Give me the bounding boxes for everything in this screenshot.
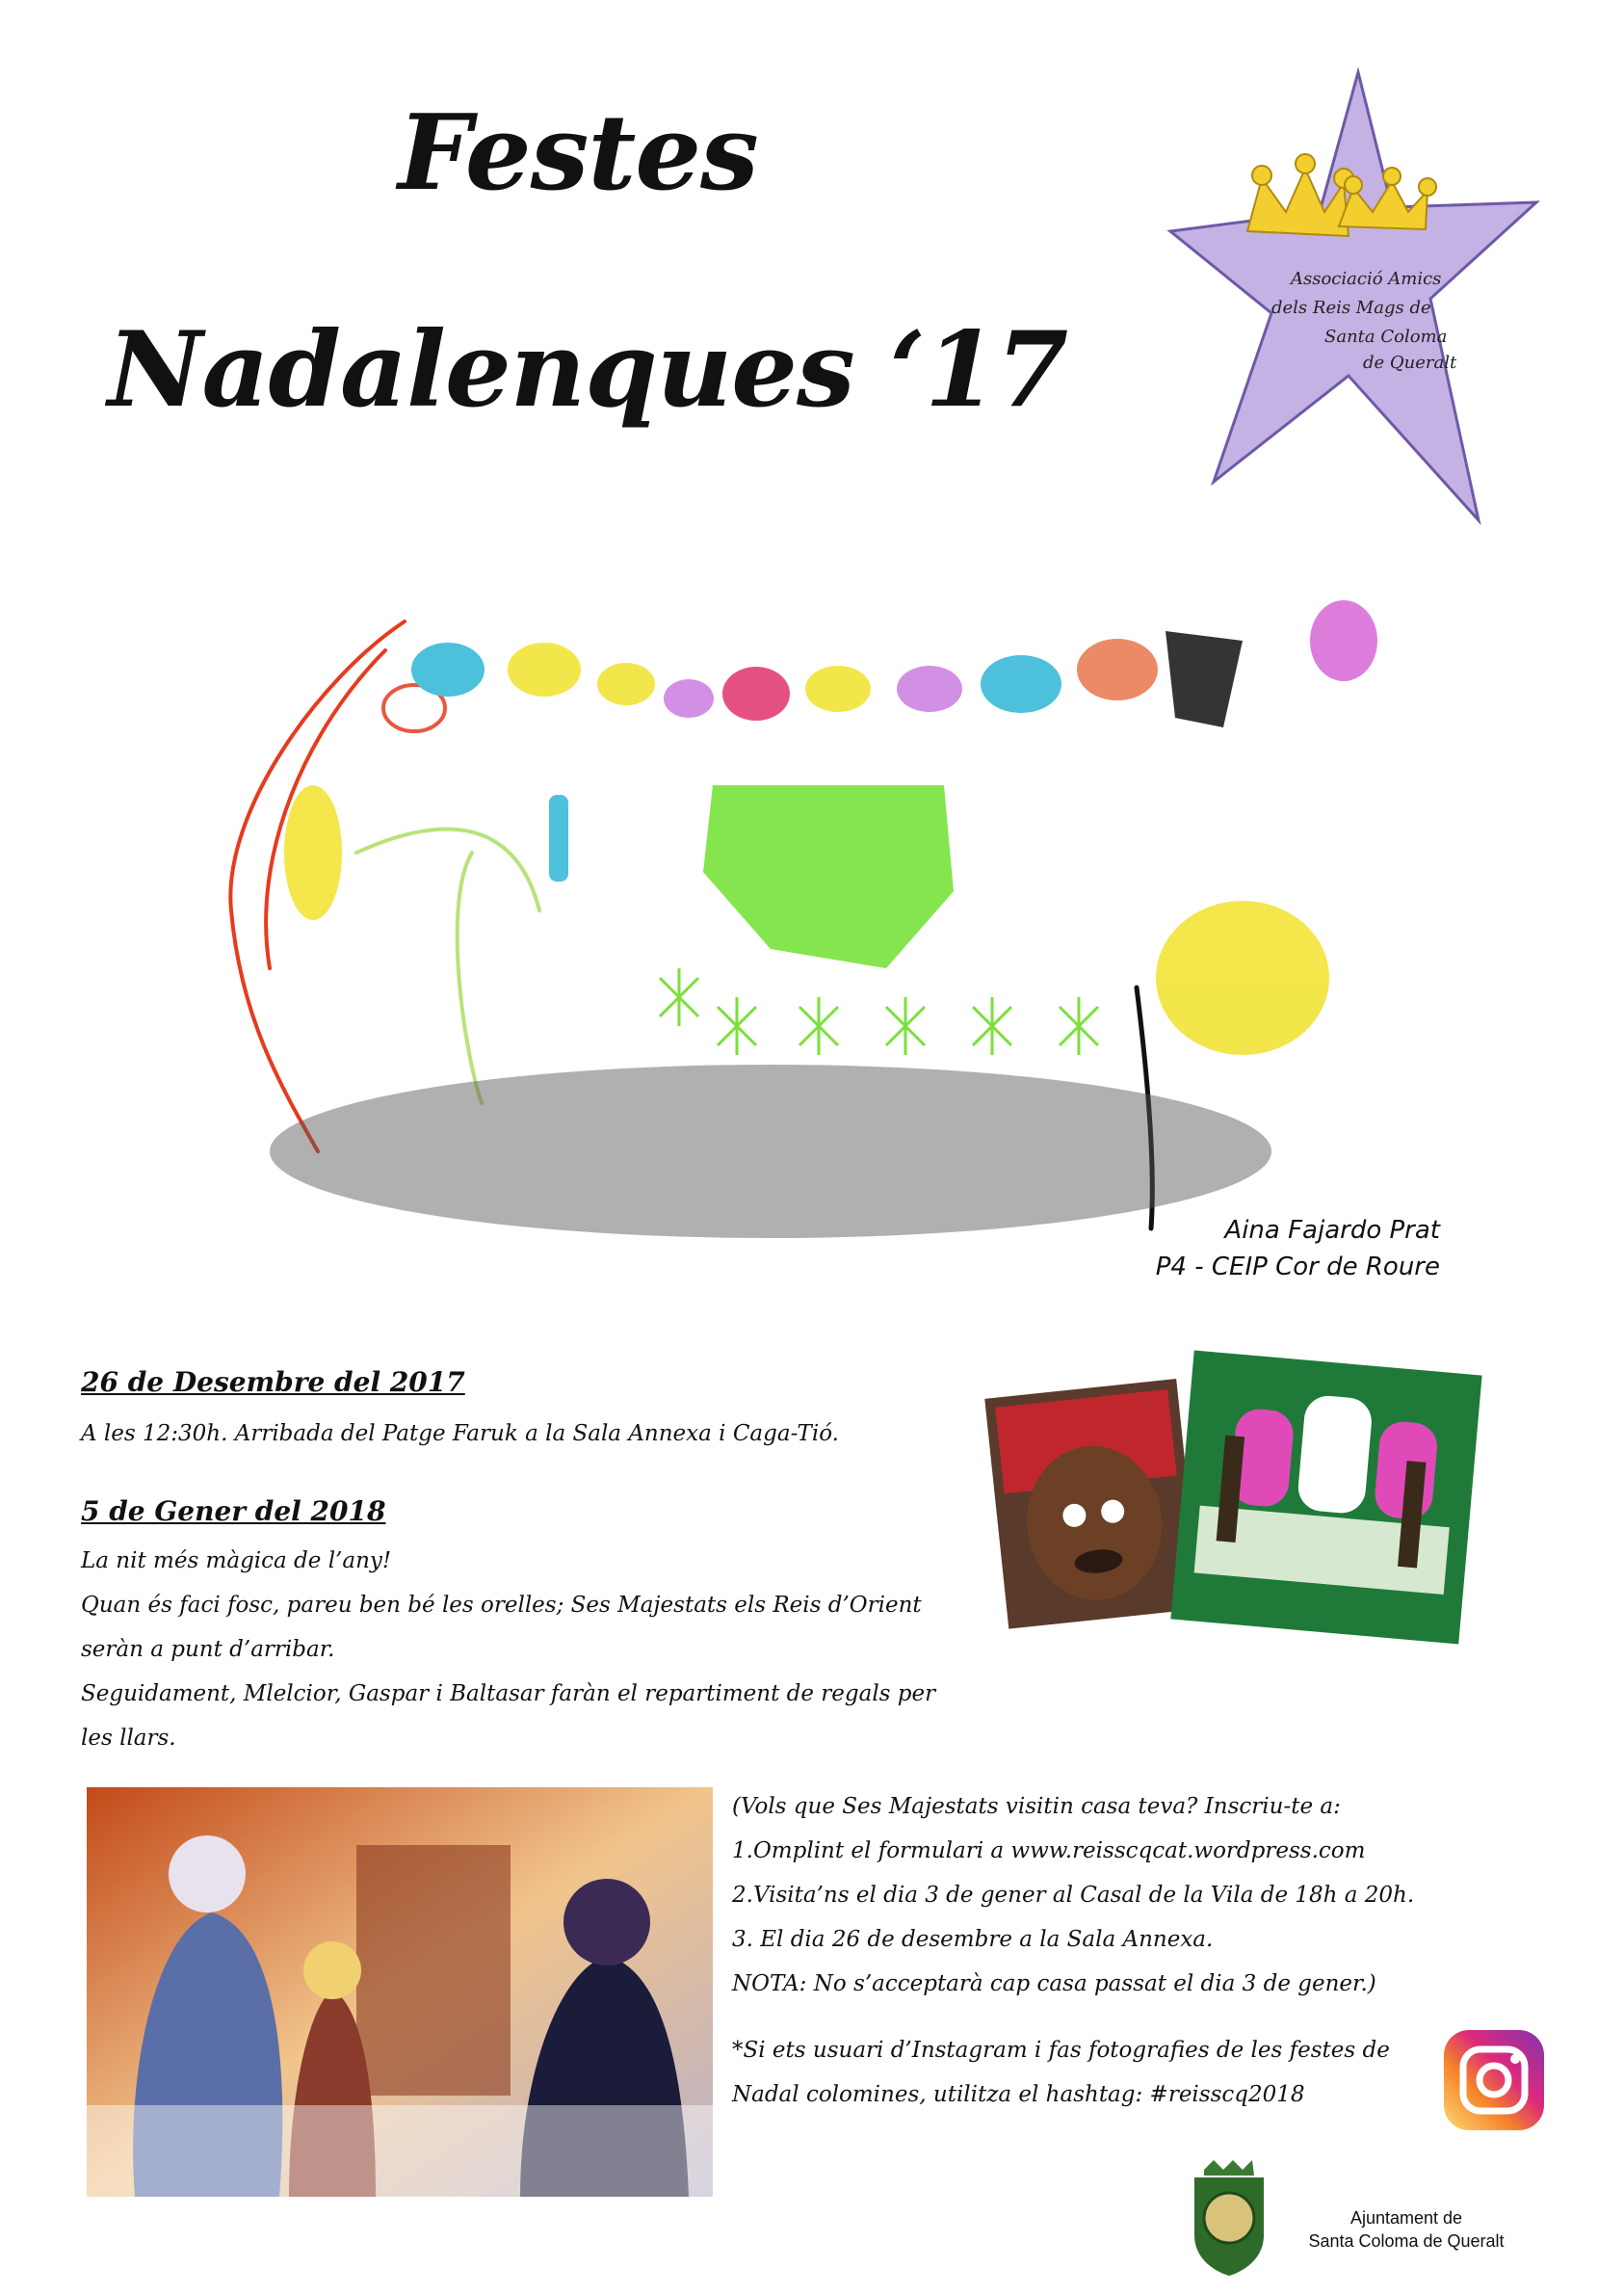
logo-text-2: dels Reis Mags de [1271, 298, 1431, 318]
child-drawing [173, 564, 1464, 1296]
page-title-line2: Nadalenques ‘17 [107, 309, 1068, 431]
event2-line: La nit més màgica de l’any! [81, 1548, 392, 1573]
event1-heading: 26 de Desembre del 2017 [81, 1366, 465, 1398]
drawing-credit-name: Aina Fajardo Prat [1224, 1216, 1440, 1245]
page-title-line1: Festes [398, 92, 758, 214]
signup-line: NOTA: No s’acceptarà cap casa passat el dia 3 de gener.) [732, 1971, 1376, 1996]
logo-text-1: Associació Amics [1291, 269, 1442, 289]
event2-line: les llars. [81, 1726, 176, 1751]
event2-heading: 5 de Gener del 2018 [81, 1495, 386, 1527]
logo-text-3: Santa Coloma [1324, 327, 1448, 347]
three-kings-photo [87, 1787, 713, 2197]
signup-line: 1.Omplint el formulari a www.reisscqcat.wordpress.com [732, 1838, 1366, 1863]
drawing-credit-school: P4 - CEIP Cor de Roure [1155, 1253, 1440, 1281]
event2-line: seràn a punt d’arribar. [81, 1637, 335, 1662]
logo-text-4: de Queralt [1363, 353, 1457, 373]
event1-text: A les 12:30h. Arribada del Patge Faruk a la Sala Annexa i Caga-Tió. [81, 1421, 839, 1446]
town-council-name [1281, 2206, 1532, 2253]
instagram-note [732, 2028, 1445, 2117]
town-crest-icon [1185, 2158, 1273, 2279]
instagram-line: *Si ets usuari d’Instagram i fas fotografies de les festes de [732, 2038, 1390, 2063]
royal-pages-photo [982, 1281, 1483, 1657]
footer-line1: Ajuntament de [1349, 2208, 1463, 2228]
event2-line: Quan és faci fosc, pareu ben bé les orelles; Ses Majestats els Reis d’Orient [81, 1593, 922, 1618]
instagram-line: Nadal colomines, utilitza el hashtag: #reisscq2018 [732, 2082, 1305, 2107]
signup-line: 2.Visita’ns el dia 3 de gener al Casal de la Vila de 18h a 20h. [732, 1883, 1415, 1908]
signup-line: (Vols que Ses Majestats visitin casa teva? Inscriu-te a: [732, 1794, 1341, 1819]
instagram-icon [1442, 2028, 1546, 2132]
event2-text [81, 1539, 1006, 1760]
signup-line: 3. El dia 26 de desembre a la Sala Annexa. [732, 1927, 1214, 1952]
signup-info [732, 1784, 1503, 2006]
association-logo [1156, 67, 1541, 540]
footer-line2: Santa Coloma de Queralt [1308, 2231, 1505, 2251]
event2-line: Seguidament, Mlelcior, Gaspar i Baltasar faràn el repartiment de regals per [81, 1681, 936, 1706]
